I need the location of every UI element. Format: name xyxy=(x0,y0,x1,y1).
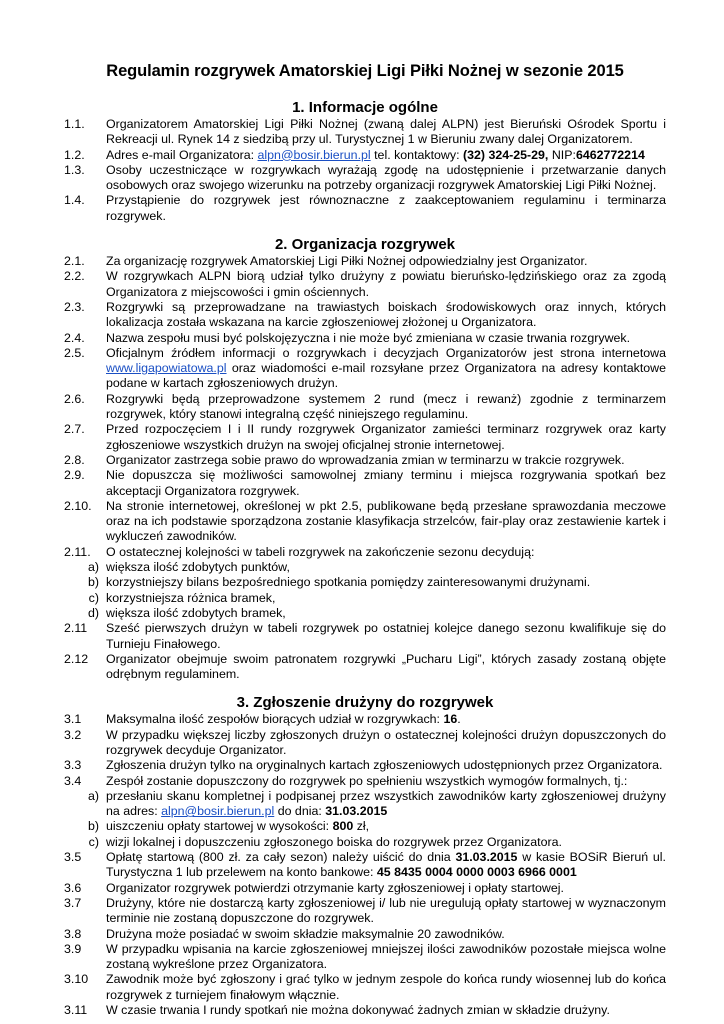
item-number: 1.3. xyxy=(64,162,85,177)
item-number: 2.6. xyxy=(64,391,85,406)
text-run: uiszczeniu opłaty startowej w wysokości: xyxy=(106,819,333,834)
item-number: 3.9 xyxy=(64,941,82,956)
list-item xyxy=(64,758,666,773)
text-run: Oficjalnym źródłem informacji o rozgrywkach i decyzjach Organizatorów jest strona internetowa xyxy=(106,345,666,360)
list-item xyxy=(64,331,666,346)
item-text: Zespół zostanie dopuszczony do rozgrywek po spełnieniu wszystkich wymogów formalnych, tj.: xyxy=(106,773,628,788)
text-run: przesłaniu skanu kompletnej i podpisanej przez wszystkich zawodników karty zgłoszeniowej drużyny na adres: xyxy=(106,788,666,819)
sub-item xyxy=(64,835,666,850)
list-item xyxy=(64,499,666,545)
text-run: Maksymalna ilość zespołów biorących udział w rozgrywkach: xyxy=(106,712,444,727)
text-run: zł, xyxy=(353,819,370,834)
item-number: 1.4. xyxy=(64,193,85,208)
item-text xyxy=(106,712,666,727)
item-text: większa ilość zdobytych punktów, xyxy=(106,560,290,575)
item-number: a) xyxy=(87,788,99,803)
item-text: Organizator obejmuje swoim patronatem rozgrywki „Pucharu Ligi”, których zasady zostaną objęte odrębnym regulaminem. xyxy=(106,651,666,682)
item-number: 3.6 xyxy=(64,880,82,895)
list-item xyxy=(64,545,666,560)
list-item xyxy=(64,972,666,1003)
list-item xyxy=(64,1003,666,1018)
list-item xyxy=(64,392,666,423)
item-number: 2.10. xyxy=(64,498,92,513)
item-number: 3.3 xyxy=(64,758,82,773)
item-text: większa ilość zdobytych bramek, xyxy=(106,605,286,620)
item-text xyxy=(106,819,666,834)
list-item xyxy=(64,269,666,300)
item-number: d) xyxy=(87,605,99,620)
text-run: w kasie BOSiR Bieruń ul. Turystyczna 1 lub przelewem na konto bankowe: xyxy=(106,850,666,880)
sub-item xyxy=(64,560,666,575)
item-number: a) xyxy=(87,560,99,575)
text-run: NIP: xyxy=(548,147,576,162)
document-body xyxy=(64,99,666,1018)
text-run: Opłatę startową (800 zł. za cały sezon) należy uiścić do dnia xyxy=(106,850,456,865)
item-number: 2.7. xyxy=(64,422,85,437)
list-item xyxy=(64,712,666,727)
item-number: 3.7 xyxy=(64,895,82,910)
item-text: Osoby uczestniczące w rozgrywkach wyrażają zgodę na udostępnienie i przetwarzanie danych osobowych oraz swojego wizerunku na potrzeby organizacji rozgrywek Amatorskiej Ligi Piłki Nożnej. xyxy=(106,162,666,193)
item-number: c) xyxy=(88,834,99,849)
item-number: 2.8. xyxy=(64,452,85,467)
list-item xyxy=(64,148,666,163)
list-item xyxy=(64,346,666,392)
item-number: 2.5. xyxy=(64,345,85,360)
sub-item xyxy=(64,575,666,590)
text-run: tel. kontaktowy: xyxy=(370,147,463,162)
item-text xyxy=(106,148,666,163)
list-item xyxy=(64,652,666,683)
item-text: Nie dopuszcza się możliwości samowolnej zmiany terminu i miejsca rozgrywania spotkań bez akceptacji Organizatora rozgrywek. xyxy=(106,468,666,498)
text-run: . xyxy=(457,712,461,727)
section-1 xyxy=(64,99,666,224)
bold-text: 800 xyxy=(332,819,354,834)
item-text: Rozgrywki będą przeprowadzone systemem 2 rund (mecz i rewanż) zgodnie z terminarzem rozgrywek, który stanowi integralną część niniejszego regulaminu. xyxy=(106,391,666,422)
bold-text: 45 8435 0004 0000 0003 6966 0001 xyxy=(376,865,577,880)
list-item xyxy=(64,774,666,789)
item-number: c) xyxy=(88,590,99,605)
item-text: Drużyna może posiadać w swoim składzie maksymalnie 20 zawodników. xyxy=(106,926,505,941)
list-item xyxy=(64,896,666,927)
list-item xyxy=(64,927,666,942)
bold-text: 6462772214 xyxy=(575,147,645,162)
item-text: Przed rozpoczęciem I i II rundy rozgrywek Organizator zamieści terminarz rozgrywek oraz karty zgłoszeniowe wszystkich drużyn na swojej oficjalnej stronie internetowej. xyxy=(106,422,666,452)
item-number: 2.3. xyxy=(64,299,85,314)
item-text: Zawodnik może być zgłoszony i grać tylko w jednym zespole do końca rundy wiosennej lub do końca rozgrywek z turniejem finałowym włącznie. xyxy=(106,972,666,1002)
section-3 xyxy=(64,694,666,1018)
text-run: Adres e-mail Organizatora: xyxy=(106,147,258,162)
item-number: 3.4 xyxy=(64,773,82,788)
section-heading: 3. Zgłoszenie drużyny do rozgrywek xyxy=(236,694,494,712)
list-item xyxy=(64,193,666,224)
item-number: 2.4. xyxy=(64,330,85,345)
sub-item xyxy=(64,606,666,621)
item-number: 1.1. xyxy=(64,117,85,131)
item-text: Nazwa zespołu musi być polskojęzyczna i nie może być zmieniana w czasie trwania rozgrywek. xyxy=(106,330,631,345)
item-number: b) xyxy=(87,819,99,834)
list-item xyxy=(64,300,666,331)
item-text: O ostatecznej kolejności w tabeli rozgrywek na zakończenie sezonu decydują: xyxy=(106,544,535,559)
item-number: 1.2. xyxy=(64,147,85,162)
inline-link[interactable]: alpn@bosir.bierun.pl xyxy=(161,804,275,819)
item-number: 3.1 xyxy=(64,712,82,727)
item-text: Organizator zastrzega sobie prawo do wprowadzania zmian w terminarzu w trakcie rozgrywek. xyxy=(106,452,625,467)
item-text: korzystniejszy bilans bezpośredniego spotkania pomiędzy zainteresowanymi drużynami. xyxy=(106,575,591,590)
item-text: W czasie trwania I rundy spotkań nie można dokonywać żadnych zmian w składzie drużyny. xyxy=(106,1003,610,1018)
item-text: Organizator rozgrywek potwierdzi otrzymanie karty zgłoszeniowej i opłaty startowej. xyxy=(106,880,564,895)
sub-item xyxy=(64,819,666,834)
section-heading: 2. Organizacja rozgrywek xyxy=(274,236,456,254)
list-item xyxy=(64,117,666,148)
list-item xyxy=(64,254,666,269)
item-number: 2.11. xyxy=(64,544,91,559)
document-title: Regulamin rozgrywek Amatorskiej Ligi Piłki Nożnej w sezonie 2015 xyxy=(106,62,624,80)
list-item xyxy=(64,728,666,759)
item-text: W przypadku wpisania na karcie zgłoszeniowej mniejszej ilości zawodników pozostałe miejsca wolne zostaną wykreślone przez Organizatora. xyxy=(106,941,666,972)
list-item xyxy=(64,621,666,652)
list-item xyxy=(64,453,666,468)
item-text xyxy=(106,789,666,820)
bold-text: 31.03.2015 xyxy=(325,804,388,819)
item-number: 2.1. xyxy=(64,254,85,269)
item-number: 3.5 xyxy=(64,850,82,865)
list-item xyxy=(64,163,666,194)
item-text xyxy=(106,346,666,392)
list-item xyxy=(64,881,666,896)
item-text: W przypadku większej liczby zgłoszonych drużyn o ostatecznej kolejności drużyn dopuszczonych do rozgrywek decyduje Organizator. xyxy=(106,727,666,757)
item-number: 3.10 xyxy=(64,972,89,987)
item-text: W rozgrywkach ALPN biorą udział tylko drużyny z powiatu bieruńsko-lędzińskiego oraz za zgodą Organizatora z miejscowości i gmin ościennych. xyxy=(106,269,666,299)
section-2 xyxy=(64,236,666,682)
item-text xyxy=(106,850,666,881)
item-number: 2.11 xyxy=(64,621,88,636)
bold-text: (32) 324-25-29, xyxy=(462,147,549,162)
bold-text: 16 xyxy=(443,712,458,727)
list-item xyxy=(64,942,666,973)
sub-item xyxy=(64,789,666,820)
list-item xyxy=(64,850,666,881)
item-text: Rozgrywki są przeprowadzane na trawiastych boiskach środowiskowych oraz innych, których lokalizacja została wskazana na karcie zgłoszeniowej złożonej u Organizatora. xyxy=(106,299,666,330)
item-text: korzystniejsza różnica bramek, xyxy=(106,590,276,605)
list-item xyxy=(64,468,666,499)
item-text: Na stronie internetowej, określonej w pkt 2.5, publikowane będą przesłane sprawozdania meczowe oraz na ich podstawie sporządzona zostanie klasyfikacja strzelców, fair-play oraz zestawienie kartek i wykluczeń zawodników. xyxy=(106,498,666,544)
item-text: Za organizację rozgrywek Amatorskiej Ligi Piłki Nożnej odpowiedzialny jest Organizator. xyxy=(106,254,588,269)
bold-text: 31.03.2015 xyxy=(455,850,518,865)
item-text: Drużyny, które nie dostarczą karty zgłoszeniowej i/ lub nie uregulują opłaty startowej w wyznaczonym terminie nie zostaną dopuszczone do rozgrywek. xyxy=(106,895,666,926)
sub-item xyxy=(64,591,666,606)
item-text: Przystąpienie do rozgrywek jest równoznaczne z zaakceptowaniem regulaminu i terminarza rozgrywek. xyxy=(106,193,666,223)
section-heading: 1. Informacje ogólne xyxy=(292,99,438,116)
list-item xyxy=(64,422,666,453)
item-number: 3.8 xyxy=(64,926,82,941)
item-number: b) xyxy=(87,575,99,590)
item-number: 2.2. xyxy=(64,269,85,284)
inline-link[interactable]: alpn@bosir.bierun.pl xyxy=(257,147,371,162)
item-number: 2.12 xyxy=(64,651,89,666)
item-text: wizji lokalnej i dopuszczeniu zgłoszonego boiska do rozgrywek przez Organizatora. xyxy=(106,834,562,849)
text-run: do dnia: xyxy=(274,804,326,819)
item-text: Sześć pierwszych drużyn w tabeli rozgrywek po ostatniej kolejce danego sezonu kwalifikuje się do Turnieju Finałowego. xyxy=(106,621,666,651)
item-text: Zgłoszenia drużyn tylko na oryginalnych kartach zgłoszeniowych udostępnionych przez Organizatora. xyxy=(106,758,663,773)
item-text: Organizatorem Amatorskiej Ligi Piłki Nożnej (zwaną dalej ALPN) jest Bieruński Ośrodek Sportu i Rekreacji ul. Rynek 14 z siedzibą przy ul. Turystycznej 1 w Bieruniu zwany dalej Organizatorem. xyxy=(106,117,666,147)
inline-link[interactable]: www.ligapowiatowa.pl xyxy=(106,361,227,376)
text-run: oraz wiadomości e-mail rozsyłane przez Organizatora na adresy kontaktowe podane w kartach zgłoszeniowych drużyn. xyxy=(106,361,666,391)
item-number: 2.9. xyxy=(64,468,85,483)
item-number: 3.2 xyxy=(64,727,82,742)
item-number: 3.11 xyxy=(64,1003,88,1018)
